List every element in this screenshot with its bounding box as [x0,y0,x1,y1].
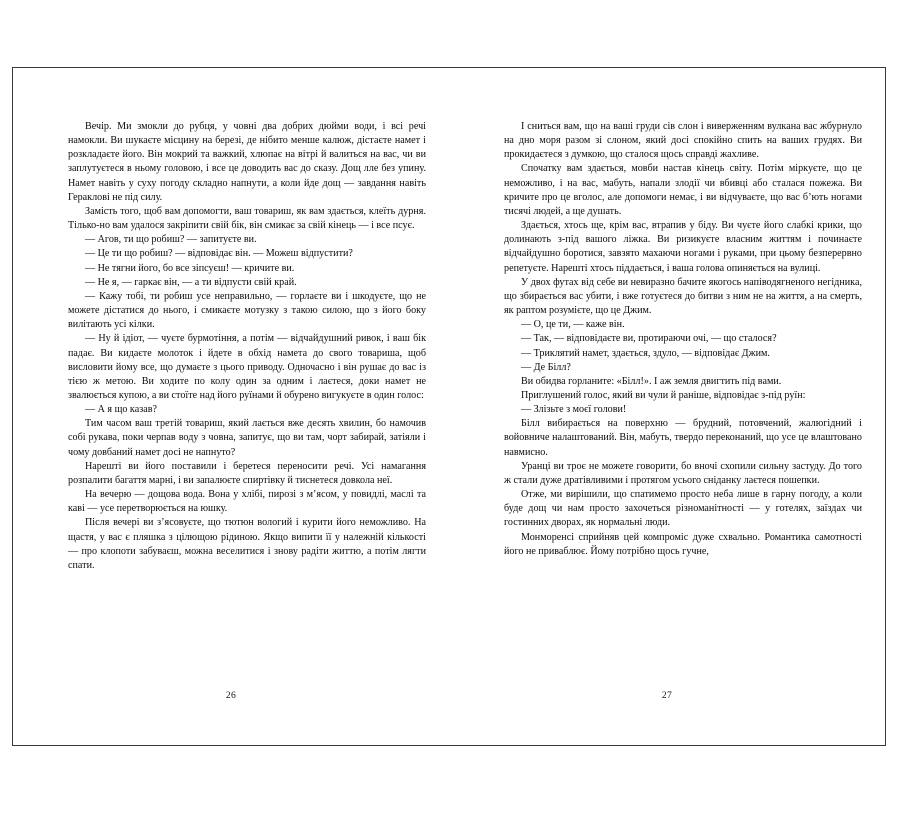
dialogue-line: — Триклятий намет, здається, здуло, — відповідає Джим. [521,347,770,359]
body-paragraph: Монморенсі сприйняв цей компроміс дуже схвально. Романтика самотності його не приваблює. Йому потрібно щось гучне, [504,531,862,557]
body-paragraph: Здається, хтось ще, крім вас, втрапив у біду. Ви чуєте його слабкі крики, що долинають з-під вашого ліжка. Ви ризикуєте власним життям і починаєте відчайдушно боротися, завзято махаючи ногами і руками, при цьому безперервно репетуєте. Нарешті хтось піддається, і ваша голова опиняється на вулиці. [504,220,862,274]
body-paragraph: Ви обидва горланите: «Білл!». І аж земля двигтить під вами. [521,375,782,387]
page-left-folio: 26 [225,690,237,701]
body-paragraph: Білл вибирається на поверхню — брудний, потовчений, жалюгідний і войовниче налаштований. Він, мабуть, твердо переконаний, що усе це влаштовано навмисно. [504,418,862,458]
body-paragraph: Нарешті ви його поставили і беретеся переносити речі. Усі намагання розпалити багаття марні, і ви запалюєте спиртівку й тиснетеся довкола неї. [68,460,426,486]
dialogue-line: — Злізьте з моєї голови! [521,404,627,416]
body-paragraph: Тим часом ваш третій товариш, який лається вже десять хвилин, бо намочив собі рукава, поки черпав воду з човна, запитує, що ви там, чорт забирай, затіяли і чому довбаний намет досі не напнуто? [68,418,426,458]
dialogue-line: — О, це ти, — каже він. [521,319,625,331]
dialogue-line: — Агов, ти що робиш? — запитуєте ви. [85,234,257,246]
book-spread [12,67,886,746]
body-paragraph: На вечерю — дощова вода. Вона у хлібі, пирозі з м’ясом, у повидлі, маслі та каві — усе перетворюється на юшку. [68,489,426,515]
dialogue-line: — Не я, — гаркає він, — а ти відпусти свій край. [85,276,297,288]
body-paragraph: Після вечері ви з’ясовуєте, що тютюн вологий і курити його неможливо. На щастя, у вас є пляшка з цілющою рідиною. Якщо випити її у належній кількості — про клопоти забуваєш, можна веселитися і знову радіти життю, а потім лягти спати. [68,517,426,571]
body-paragraph: Приглушений голос, який ви чули й раніше, відповідає з-під руїн: [521,389,806,401]
body-paragraph: — Кажу тобі, ти робиш усе неправильно, — горлаєте ви і шкодуєте, що не можете дістатися до нього, і смикаєте мотузку з такою силою, що з його боку вилітають усі кілки. [68,290,426,331]
dialogue-line: — Де Білл? [521,361,571,373]
page-right [449,68,885,745]
body-paragraph: Отже, ми вирішили, що спатимемо просто неба лише в гарну погоду, а коли буде дощ чи нам просто захочеться різноманітності — у готелях, заїздах чи гостинних дворах, як нормальні люди. [504,489,862,529]
body-paragraph: У двох футах від себе ви невиразно бачите якогось напіводягненого негідника, що збирається вас убити, і вже готуєтеся до битви з ним не на життя, а на смерть, як раптом розумієте, що це Джим. [504,276,862,317]
body-paragraph: Спочатку вам здається, мовби настав кінець світу. Потім міркуєте, що це неможливо, і на вас, мабуть, напали злодії чи вбивці або сталася пожежа. Ви кричите про це вголос, але допомоги немає, і ви відчуваєте, що вас б’ють ногами тисячі людей, а ще душать. [504,163,862,217]
page-right-folio: 27 [661,690,673,701]
dialogue-line: — Не тягни його, бо все зіпсуєш! — кричите ви. [85,262,295,274]
page-right-text-block [504,120,862,559]
dialogue-line: — Це ти що робиш? — відповідає він. — Можеш відпустити? [85,248,353,260]
body-paragraph: І сниться вам, що на ваші груди сів слон і виверженням вулкана вас жбурнуло на дно моря разом зі слоном, який досі спокійно спить на ваших грудях. Ви прокидаєтеся з думкою, що сталося щось справді жахливе. [504,121,862,161]
body-paragraph: Вечір. Ми змокли до рубця, у човні два добрих дюйми води, і всі речі намокли. Ви шукаєте місцину на березі, де нібито менше калюж, дістаєте намет і розкладаєте його. Він мокрий та важкий, хлюпає на вітрі й валиться на вас, чи ви заплутуєтеся в ньому головою, і все це доводить вас до сказу. Дощ лле без упину. Намет навіть у суху погоду складно напнути, а коли йде дощ — завдання навіть Гераклові не під силу. [68,121,426,203]
body-paragraph: Замість того, щоб вам допомогти, ваш товариш, як вам здається, клеїть дурня. Тілько-но вам удалося закріпити свій бік, він смикає за свій кінець — і все псує. [68,205,426,232]
body-paragraph: — Ну й ідіот, — чуєте бурмотіння, а потім — відчайдушний ривок, і ваш бік падає. Ви кидаєте молоток і йдете в обхід намета до свого товариша, щоб висловити йому все, що думаєте з цього приводу. Одночасно і він рушає до вас із тією ж метою. Ви ходите по колу один за одним і лаєтеся, доки намет не звалюється купою, а ви стоїте над його руїнами й обурено вигукуєте в один голос: [68,333,426,401]
page-left-text-block [68,120,426,573]
page-left [13,68,449,745]
dialogue-line: — Так, — відповідаєте ви, протираючи очі, — що сталося? [521,333,777,345]
dialogue-line: — А я що казав? [85,404,157,416]
body-paragraph: Уранці ви троє не можете говорити, бо вночі схопили сильну застуду. До того ж стали дуже дратівливими і протягом усього сніданку лаєтеся пошепки. [504,460,862,486]
